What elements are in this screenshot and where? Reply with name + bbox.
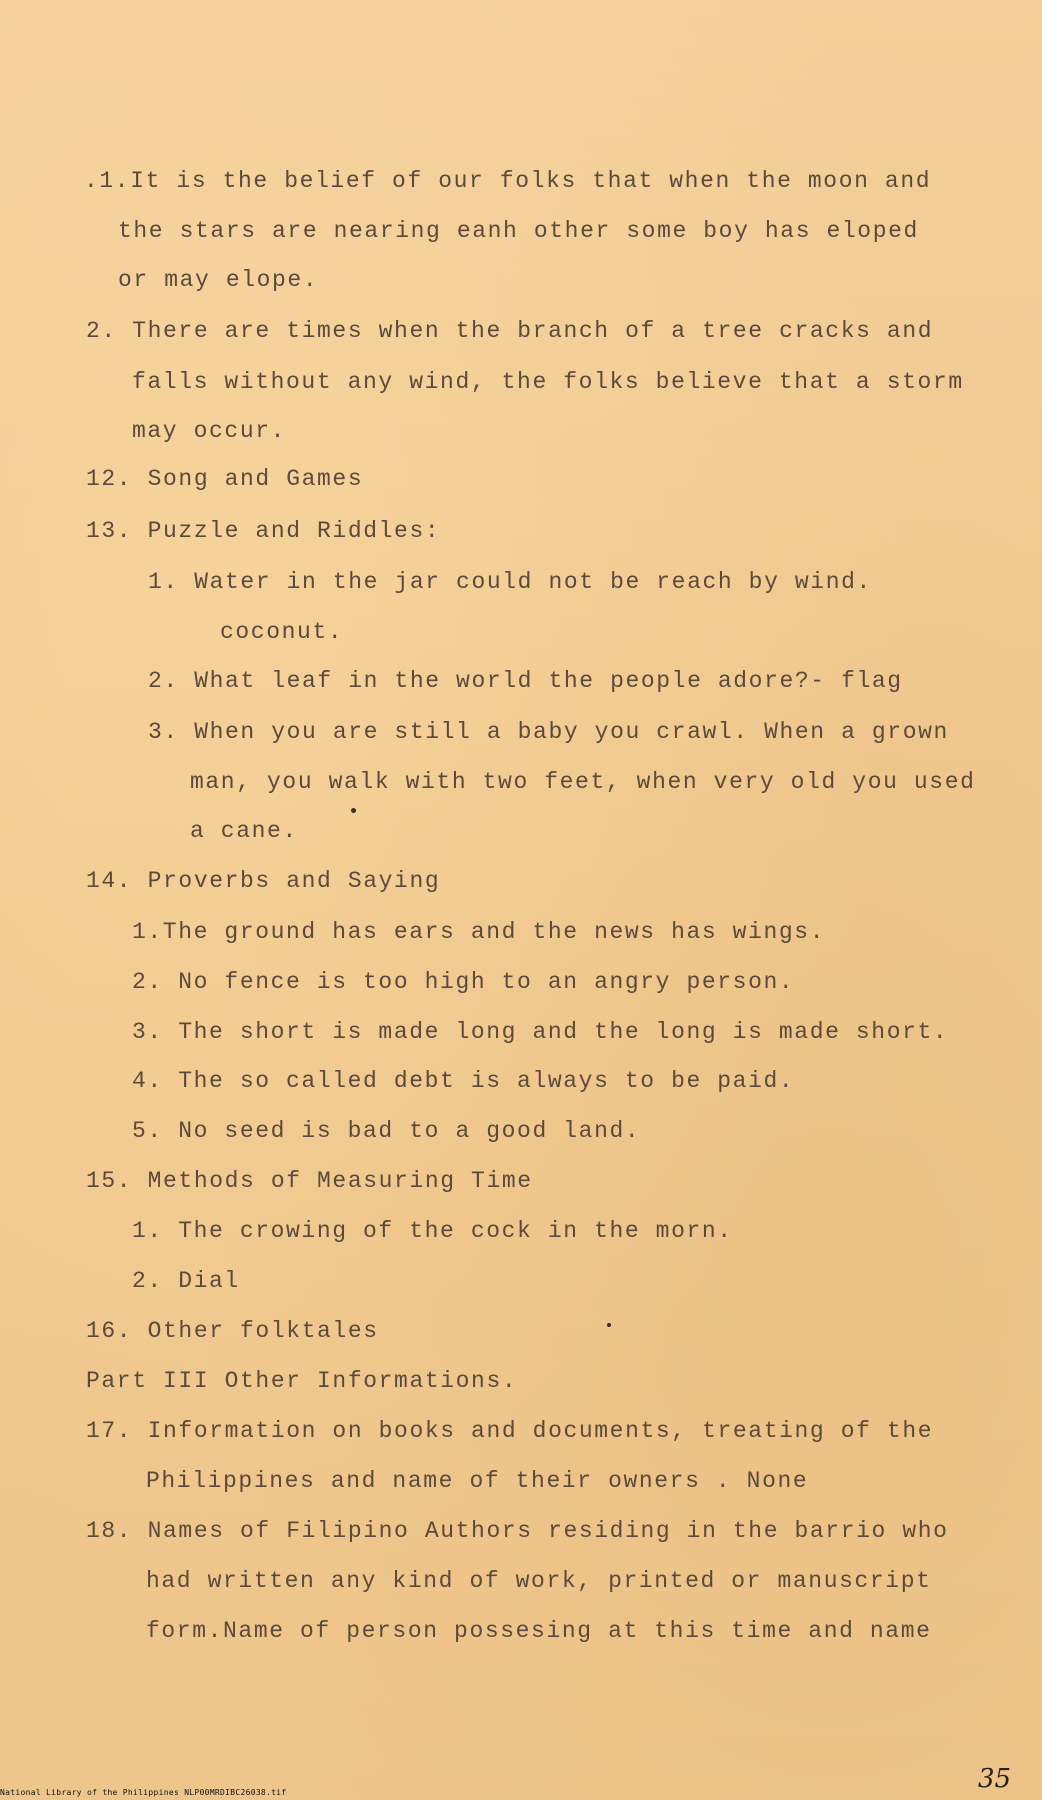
page-number: 35 bbox=[978, 1764, 1012, 1794]
section-heading: 14. Proverbs and Saying bbox=[86, 868, 441, 894]
text-line: falls without any wind, the folks believe that a storm bbox=[132, 369, 964, 395]
section-heading: 18. Names of Filipino Authors residing in the barrio who bbox=[86, 1518, 949, 1544]
section-heading: 16. Other folktales bbox=[86, 1318, 379, 1344]
text-line: 5. No seed is bad to a good land. bbox=[132, 1118, 641, 1144]
text-line: .1.It is the belief of our folks that when the moon and bbox=[84, 168, 932, 194]
section-heading: 15. Methods of Measuring Time bbox=[86, 1168, 533, 1194]
text-line: Philippines and name of their owners . None bbox=[146, 1468, 809, 1494]
text-line: coconut. bbox=[220, 619, 344, 645]
text-line: 1.The ground has ears and the news has wings. bbox=[132, 919, 826, 945]
text-line: man, you walk with two feet, when very old you used bbox=[190, 769, 976, 795]
text-line: 3. When you are still a baby you crawl. When a grown bbox=[148, 719, 949, 745]
text-line: 1. Water in the jar could not be reach by wind. bbox=[148, 569, 872, 595]
text-line: the stars are nearing eanh other some boy has eloped bbox=[118, 218, 919, 244]
text-line: a cane. bbox=[190, 818, 298, 844]
section-heading: 17. Information on books and documents, treating of the bbox=[86, 1418, 934, 1444]
text-line: 2. No fence is too high to an angry person. bbox=[132, 969, 795, 995]
text-line: or may elope. bbox=[118, 267, 319, 293]
archive-footer: National Library of the Philippines NLP00MRDIBC26038.tif bbox=[0, 1788, 287, 1797]
text-line: 3. The short is made long and the long is made short. bbox=[132, 1019, 949, 1045]
text-line: 1. The crowing of the cock in the morn. bbox=[132, 1218, 733, 1244]
text-line: had written any kind of work, printed or manuscript bbox=[146, 1568, 932, 1594]
text-line: 2. Dial bbox=[132, 1268, 240, 1294]
ink-dot bbox=[351, 808, 356, 813]
text-line: 2. What leaf in the world the people adore?- flag bbox=[148, 668, 903, 694]
text-line: form.Name of person possesing at this time and name bbox=[146, 1618, 932, 1644]
text-line: may occur. bbox=[132, 418, 287, 444]
section-heading: 12. Song and Games bbox=[86, 466, 364, 492]
section-heading: Part III Other Informations. bbox=[86, 1368, 518, 1394]
section-heading: 13. Puzzle and Riddles: bbox=[86, 518, 441, 544]
ink-dot bbox=[607, 1323, 611, 1327]
text-line: 4. The so called debt is always to be paid. bbox=[132, 1068, 795, 1094]
text-line: 2. There are times when the branch of a tree cracks and bbox=[86, 318, 934, 344]
